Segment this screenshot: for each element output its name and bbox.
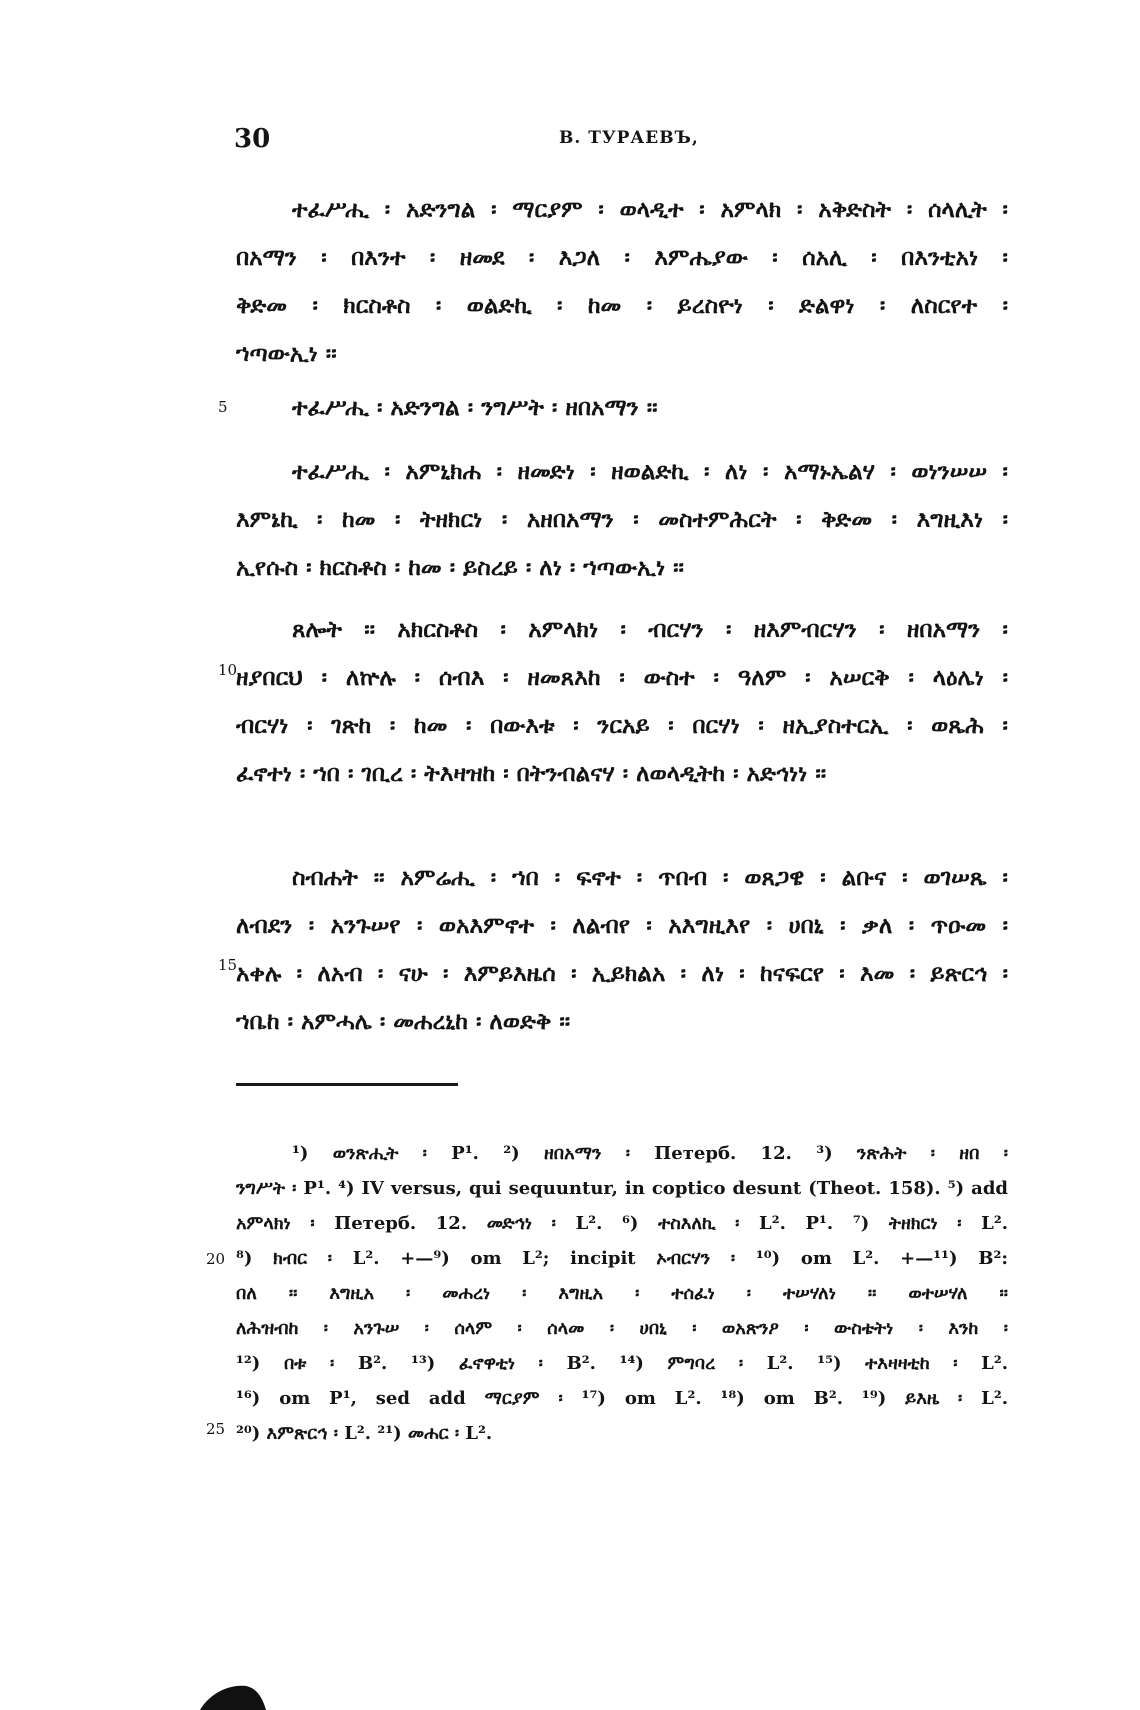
text-line: ዘያበርህ ፡ ለኵሉ ፡ ሰብእ ፡ ዘመጸእከ ፡ ውስተ ፡ ዓለም ፡ አሠርቅ ፡ ላዕሌነ ፡ <box>236 664 1008 691</box>
text-line: ኢየሱስ ፡ ክርስቶስ ፡ ከመ ፡ ይስረይ ፡ ለነ ፡ ኀጣውኢነ ፡፡ <box>236 554 684 581</box>
footnote-line: ¹) ወንጽሒት ፡ P¹. ²) ዘበአማን ፡ Петерб. 12. ³) ንጽሕት ፡ ዘበ ፡ <box>292 1143 1008 1164</box>
text-line: በአማን ፡ በእንተ ፡ ዘመደ ፡ እጋለ ፡ እምሔያው ፡ ሰአሊ ፡ በእንቲአነ ፡ <box>236 244 1008 271</box>
running-title: B. ТУРАЕВЪ, <box>559 128 699 148</box>
paragraph-2 <box>236 384 1008 432</box>
footnote-line: ¹⁶) om P¹, sed add ማርያም ፡ ¹⁷) om L². ¹⁸) om B². ¹⁹) ይእዜ ፡ L². <box>236 1388 1008 1409</box>
text-line: ኀቤከ ፡ አምሓሌ ፡ መሐረኒከ ፡ ለወድቅ ፡፡ <box>236 1008 571 1035</box>
footnotes <box>236 1136 1008 1451</box>
line-number: 20 <box>206 1250 226 1268</box>
text-line: ተፈሥሒ ፡ አድንግል ፡ ንግሥት ፡ ዘበአማን ፡፡ <box>292 394 658 421</box>
scan-artifact-mark <box>198 1674 268 1710</box>
text-line: ተፈሥሒ ፡ አድንግል ፡ ማርያም ፡ ወላዲተ ፡ አምላክ ፡ አቅድስት ፡ ሰላሊት ፡ <box>292 196 1008 223</box>
text-line: ፈኖተነ ፡ ኀበ ፡ ገቢረ ፡ ትእዛዝከ ፡ በትንብልናሃ ፡ ለወላዲትከ ፡ አድኅነነ ፡፡ <box>236 760 827 787</box>
footnote-line: ንግሥት ፡ P¹. ⁴) IV versus, qui sequuntur, in coptico desunt (Theot. 158). ⁵) add <box>236 1178 1008 1199</box>
line-number: 5 <box>218 398 228 416</box>
text-line: አቀሉ ፡ ለአብ ፡ ናሁ ፡ እምይእዜሰ ፡ ኢይክልአ ፡ ለነ ፡ ከናፍርየ ፡ እመ ፡ ይጽርኅ ፡ <box>236 960 1008 987</box>
line-number: 10 <box>218 661 238 679</box>
text-line: ጸሎት ፡፡ አክርስቶስ ፡ አምላክነ ፡ ብርሃን ፡ ዘእምብርሃን ፡ ዘበአማን ፡ <box>292 616 1008 643</box>
footnote-rule <box>236 1083 458 1086</box>
paragraph-5 <box>236 854 1008 1046</box>
page-number: 30 <box>234 124 271 154</box>
text-line: ቅድመ ፡ ክርስቶስ ፡ ወልድኪ ፡ ከመ ፡ ይረስዮነ ፡ ድልዋነ ፡ ለስርየተ ፡ <box>236 292 1008 319</box>
footnote-line: በለ ፡፡ እግዚአ ፡ መሐረነ ፡ እግዚአ ፡ ተሰፈነ ፡ ተሠሃለነ ፡፡ ወተሠሃለ ፡፡ <box>236 1283 1008 1304</box>
text-line: ብርሃነ ፡ ገጽከ ፡ ከመ ፡ በውእቱ ፡ ንርአይ ፡ በርሃነ ፡ ዘኢያስተርኢ ፡ ወጼሕ ፡ <box>236 712 1008 739</box>
footnote-line: ለሕዝብከ ፡ አንጉሠ ፡ ሰላም ፡ ሰላመ ፡ ሀበኒ ፡ ወአጽንዖ ፡ ውስቴትነ ፡ እንከ ፡ <box>236 1318 1008 1339</box>
footnote-line: ¹²) በቱ ፡ B². ¹³) ፈኖዋቲነ ፡ B². ¹⁴) ምግባረ ፡ L². ¹⁵) ተእዛዛቲከ ፡ L². <box>236 1353 1008 1374</box>
paragraph-1 <box>236 186 1008 378</box>
page-header <box>234 124 1008 156</box>
text-line: ተፈሥሒ ፡ አምኒክሐ ፡ ዘመድነ ፡ ዘወልድኪ ፡ ለነ ፡ አማኑኤልሃ ፡ ወነንሠሠ ፡ <box>292 458 1008 485</box>
line-number: 25 <box>206 1420 226 1438</box>
footnote-line: ²⁰) እምጽርኅ ፡ L². ²¹) መሐር ፡ L². <box>236 1423 493 1444</box>
text-line: ኀጣውኢነ ፡፡ <box>236 340 337 367</box>
paragraph-3 <box>236 448 1008 592</box>
text-line: ለብደን ፡ አንጉሠየ ፡ ወአእምኖተ ፡ ለልብየ ፡ አእግዚእየ ፡ ሀበኒ ፡ ቃለ ፡ ጥዑመ ፡ <box>236 912 1008 939</box>
footnote-line: አምላክነ ፡ Петерб. 12. መድኅነ ፡ L². ⁶) ተስእለኪ ፡ L². P¹. ⁷) ትዘክርነ ፡ L². <box>236 1213 1008 1234</box>
text-line: እምኔኪ ፡ ከመ ፡ ትዘክርነ ፡ አዘበአማን ፡ መስተምሕርት ፡ ቅድመ ፡ እግዚእነ ፡ <box>236 506 1008 533</box>
text-line: ስብሐት ፡፡ አምሬሒ ፡ ኀበ ፡ ፍኖተ ፡ ጥበብ ፡ ወጸጋዌ ፡ ልቡና ፡ ወገሠጼ ፡ <box>292 864 1008 891</box>
line-number: 15 <box>218 956 238 974</box>
footnote-line: ⁸) ክብር ፡ L². +—⁹) om L²; incipit ኦብርሃን ፡ ¹⁰) om L². +—¹¹) B²: <box>236 1248 1008 1269</box>
paragraph-4 <box>236 606 1008 798</box>
